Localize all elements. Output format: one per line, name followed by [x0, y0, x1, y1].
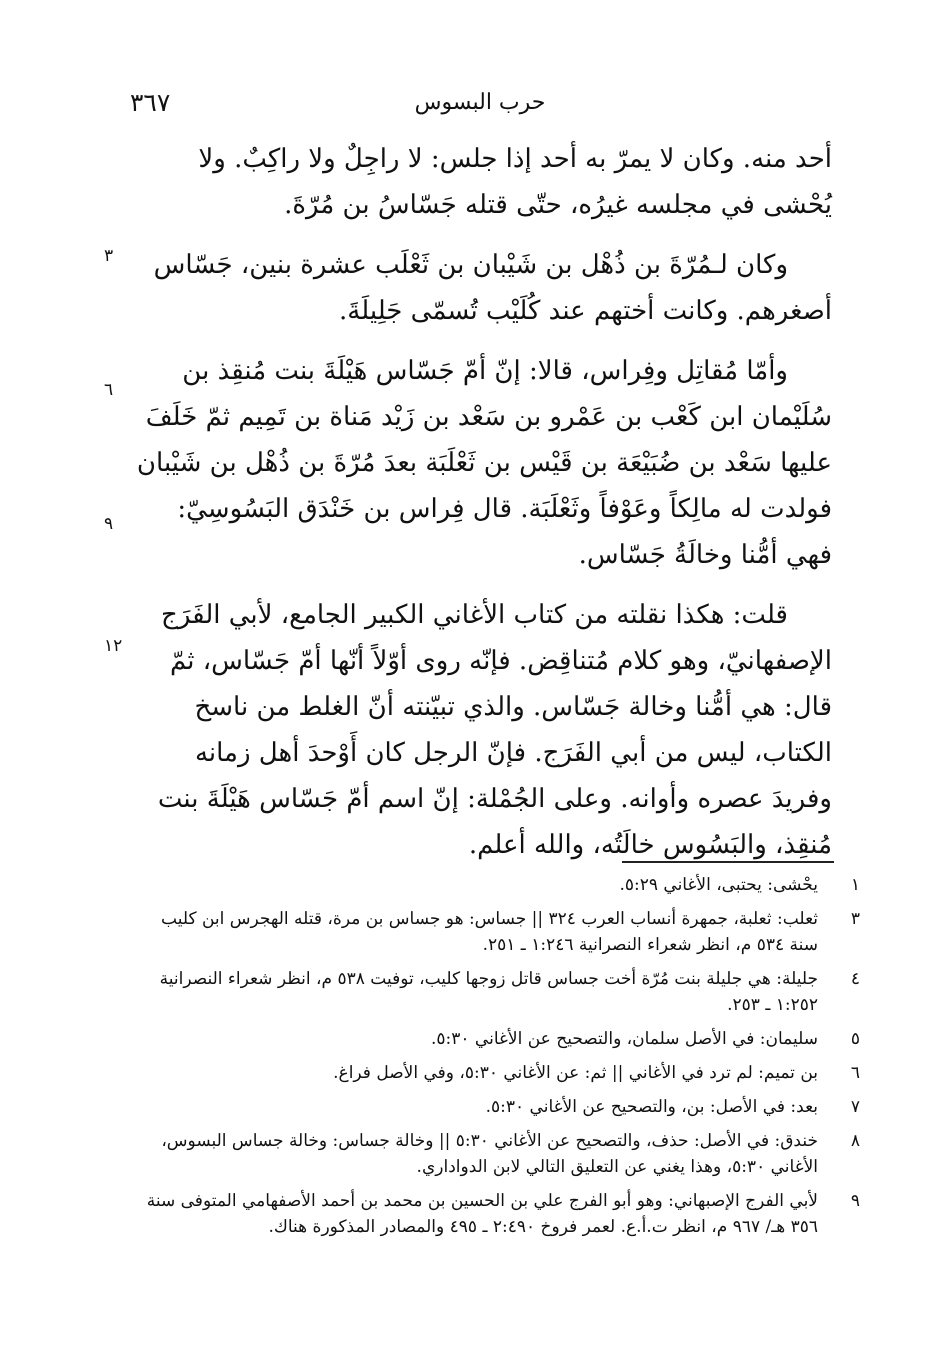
footnote-text: جليلة: هي جليلة بنت مُرّة أخت جساس قاتل زوجها كليب، توفيت ٥٣٨ م، انظر شعراء النصرانية ١:٢٥٢ ـ ٢٥٣.: [159, 969, 818, 1015]
footnote-number: ٧: [850, 1097, 860, 1117]
line-number-marker: ١٢: [104, 636, 123, 656]
footnote-text: سليمان: في الأصل سلمان، والتصحيح عن الأغاني ٥:٣٠.: [431, 1029, 818, 1049]
footnote: [140, 872, 860, 898]
paragraph: وكان لـمُرّةَ بن ذُهْل بن شَيْبان بن ثَعْلَب عشرة بنين، جَسّاس أصغرهم. وكانت أختهم عند كُلَيْب تُسمّى جَلِيلَةَ.: [153, 250, 832, 326]
footnote-number: ٨: [850, 1131, 860, 1151]
line-number-marker: ٩: [104, 514, 114, 534]
running-head: [120, 86, 840, 120]
footnote-separator: [622, 861, 834, 863]
footnote-number: ٩: [850, 1191, 860, 1211]
paragraph: قلت: هكذا نقلته من كتاب الأغاني الكبير الجامع، لأبي الفَرَج الإصفهانيّ، وهو كلام مُتناقِض. فإنّه روى أوّلاً أنّها أمّ جَسّاس، ثمّ قال: هي أمُّنا وخالة جَسّاس. والذي تبيّنته أنّ الغلط من ناسخ الكتاب، ليس من أبي الفَرَج. فإنّ الرجل كان أَوْحدَ أهل زمانه وفريدَ عصره وأوانه. وعلى الجُمْلة: إنّ اسم أمّ جَسّاس هَيْلَةَ بنت مُنقِذ، والبَسُوس خالَتُه، والله أعلم.: [157, 600, 832, 860]
footnote: [140, 966, 860, 1018]
footnote-text: يحْشى: يحتبى، الأغاني ٥:٢٩.: [619, 875, 818, 895]
footnote-text: خندق: في الأصل: حذف، والتصحيح عن الأغاني ٥:٣٠ || وخالة جساس: وخالة جساس البسوس، الأغاني ٥:٣٠، وهذا يغني عن التعليق التالي لابن الدواداري.: [161, 1131, 818, 1177]
footnote-text: لأبي الفرج الإصبهاني: وهو أبو الفرج علي بن الحسين بن محمد بن أحمد الأصفهامي المتوفى سنة ٣٥٦ هـ/ ٩٦٧ م، انظر ت.أ.ع. لعمر فروخ ٢:٤٩٠ ـ ٤٩٥ والمصادر المذكورة هناك.: [146, 1191, 818, 1237]
footnote-text: ثعلب: ثعلبة، جمهرة أنساب العرب ٣٢٤ || جساس: هو جساس بن مرة، قتله الهجرس ابن كليب سنة ٥٣٤ م، انظر شعراء النصرانية ١:٢٤٦ ـ ٢٥١.: [161, 909, 818, 955]
footnote: [140, 906, 860, 958]
footnotes: [140, 872, 860, 1248]
line-number-marker: ٦: [104, 380, 114, 400]
page-number: ٣٦٧: [130, 88, 171, 117]
footnote: [140, 1026, 860, 1052]
main-text: [132, 136, 832, 882]
footnote: [140, 1060, 860, 1086]
line-number-marker: ٣: [104, 246, 114, 266]
running-head-title: حرب البسوس: [414, 90, 546, 115]
footnote-number: ٥: [850, 1029, 860, 1049]
footnote: [140, 1188, 860, 1240]
footnote-number: ٦: [850, 1063, 860, 1083]
footnote-text: بعد: في الأصل: بن، والتصحيح عن الأغاني ٥:٣٠.: [485, 1097, 818, 1117]
footnote-text: بن تميم: لم ترد في الأغاني || ثم: عن الأغاني ٥:٣٠، وفي الأصل فراغ.: [333, 1063, 818, 1083]
paragraph: أحد منه. وكان لا يمرّ به أحد إذا جلس: لا راجِلٌ ولا راكِبٌ. ولا يُحْشى في مجلسه غيرُه، حتّى قتله جَسّاسُ بن مُرّةَ.: [198, 144, 832, 220]
footnote: [140, 1128, 860, 1180]
footnote: [140, 1094, 860, 1120]
footnote-number: ١: [850, 875, 860, 895]
footnote-number: ٤: [850, 969, 860, 989]
paragraph: وأمّا مُقاتِل وفِراس، قالا: إنّ أمّ جَسّاس هَيْلَةَ بنت مُنقِذ بن سُلَيْمان ابن كَعْب بن عَمْرو بن سَعْد بن زَيْد مَناة بن تَمِيم ثمّ خَلَفَ عليها سَعْد بن ضُبَيْعَة بن قَيْس بن ثَعْلَبَة بعدَ مُرّةَ بن ذُهْل بن شَيْبان فولدت له مالِكاً وعَوْفاً وثَعْلَبَة. قال فِراس بن خَنْدَق البَسُوسِيّ: فهي أمُّنا وخالَةُ جَسّاس.: [136, 356, 832, 570]
footnote-number: ٣: [850, 909, 860, 929]
